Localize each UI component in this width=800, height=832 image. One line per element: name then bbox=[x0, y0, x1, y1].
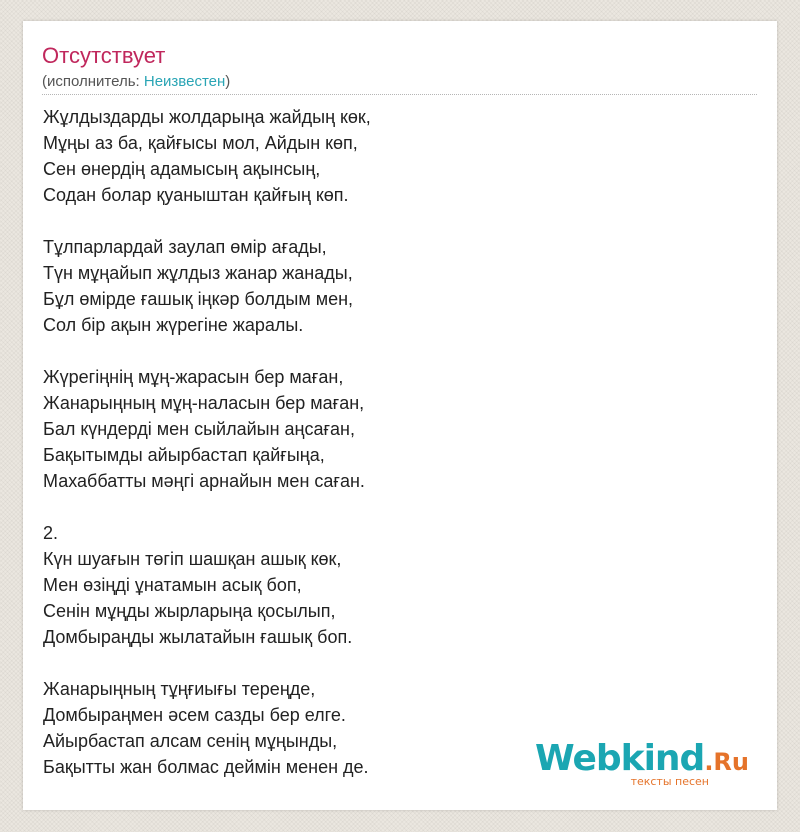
lyric-line: Сенін мұңды жырларыңа қосылып, bbox=[43, 601, 336, 621]
lyric-line: Айырбастап алсам сенің мұңынды, bbox=[43, 731, 338, 751]
lyric-line: Жанарыңның тұңғиығы тереңде, bbox=[43, 679, 316, 699]
lyric-line: Махаббатты мәңгі арнайын мен саған. bbox=[43, 471, 365, 491]
stanza bbox=[43, 364, 757, 494]
lyric-line: Түн мұңайып жұлдыз жанар жанады, bbox=[43, 263, 353, 283]
logo-main-text: Webkind bbox=[535, 738, 705, 779]
song-title: Отсутствует bbox=[42, 43, 166, 68]
lyrics-text bbox=[43, 104, 757, 806]
artist-line bbox=[42, 73, 230, 91]
artist-prefix: (исполнитель: bbox=[42, 73, 144, 90]
lyric-line: Бұл өмірде ғашық іңкәр болдым мен, bbox=[43, 289, 354, 309]
lyric-line: Жұлдыздарды жолдарыңа жайдың көк, bbox=[43, 107, 371, 127]
lyric-line: Бақытты жан болмас деймін менен де. bbox=[43, 757, 369, 777]
lyric-line: Домбыраңмен әсем сазды бер елге. bbox=[43, 705, 346, 725]
lyric-line: Жанарыңның мұң-наласын бер маған, bbox=[43, 393, 365, 413]
stanza bbox=[43, 234, 757, 338]
lyric-line: Содан болар қуаныштан қайғың көп. bbox=[43, 185, 349, 205]
lyric-line: Бақытымды айырбастап қайғыңа, bbox=[43, 445, 325, 465]
lyric-line: Жүрегіңнің мұң-жарасын бер маған, bbox=[43, 367, 344, 387]
logo-domain-suffix: .Ru bbox=[704, 748, 749, 776]
artist-link[interactable]: Неизвестен bbox=[143, 73, 226, 90]
logo-tagline: тексты песен bbox=[630, 775, 709, 788]
artist-suffix: ) bbox=[225, 73, 231, 90]
title-divider bbox=[42, 94, 757, 95]
lyric-line: Домбыраңды жылатайын ғашық боп. bbox=[43, 627, 353, 647]
lyric-line: Күн шуағын төгіп шашқан ашық көк, bbox=[43, 549, 342, 569]
lyric-line: Сен өнердің адамысың ақынсың, bbox=[43, 159, 321, 179]
site-logo[interactable] bbox=[535, 740, 749, 788]
lyric-line: Мен өзіңді ұнатамын асық боп, bbox=[43, 575, 302, 595]
stanza bbox=[43, 520, 757, 650]
lyrics-card bbox=[23, 21, 777, 810]
lyric-line: Бал күндерді мен сыйлайын аңсаған, bbox=[43, 419, 356, 439]
lyric-line: Тұлпарлардай заулап өмір ағады, bbox=[43, 237, 327, 257]
lyric-line: 2. bbox=[43, 523, 59, 543]
stanza bbox=[43, 104, 757, 208]
lyric-line: Сол бір ақын жүрегіне жаралы. bbox=[43, 315, 304, 335]
lyric-line: Мұңы аз ба, қайғысы мол, Айдын көп, bbox=[43, 133, 358, 153]
